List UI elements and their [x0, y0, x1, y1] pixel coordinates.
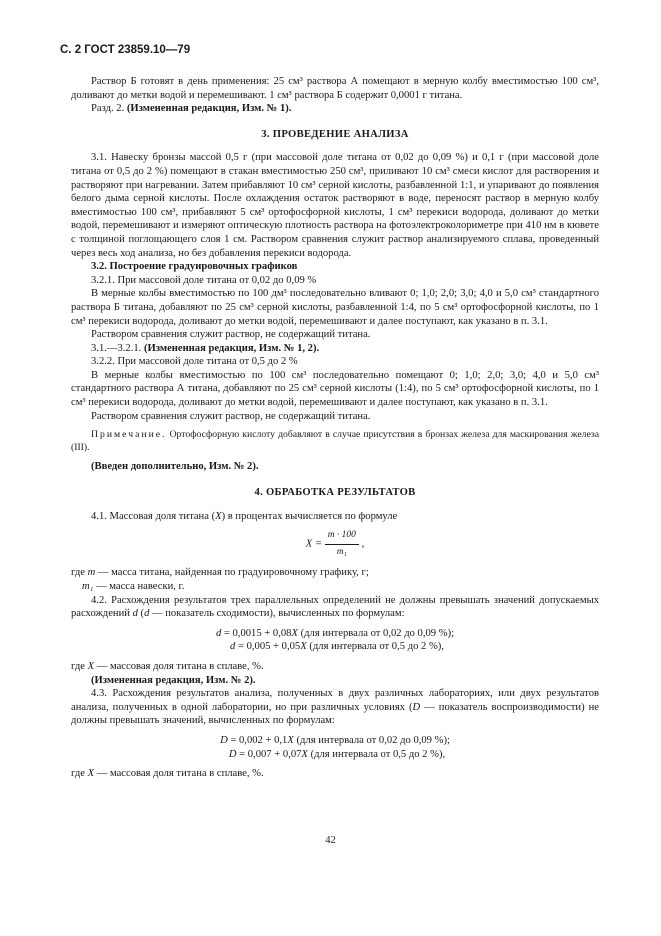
variable-x: X: [291, 627, 298, 639]
variable-d-upper: D: [412, 701, 421, 713]
variable-x: X: [87, 768, 95, 780]
text: 4.3. Расхождения результатов анализа, полученных в двух различных лабораториях, или двух результатов анализа, полученных в одной лаборатории, но при различных условиях (: [71, 688, 599, 713]
variable-d: d: [230, 641, 236, 653]
note: [71, 429, 599, 454]
text: где: [71, 660, 85, 672]
text: (: [140, 608, 145, 620]
text: где: [71, 768, 85, 780]
note-label: Примечание.: [91, 429, 167, 441]
variable-d: d: [132, 608, 138, 620]
variable-x: X: [215, 510, 222, 522]
paragraph-3-2-title: 3.2. Построение градуировочных графиков: [91, 261, 298, 273]
formula-d-2: [71, 640, 599, 654]
text: — показатель воспроизводимости) не должны превышать значений, вычисленных по формулам:: [71, 701, 599, 727]
paragraph-3-2-1-reference: Раствором сравнения служит раствор, не содержащий титана.: [91, 329, 371, 341]
text: — масса навески, г.: [96, 581, 185, 592]
text: 4.2. Расхождения результатов трех параллельных определений не должны превышать значений допускаемых расхождений: [71, 594, 599, 620]
definition-m1: [71, 580, 599, 594]
text: = 0,005 + 0,05: [237, 641, 301, 653]
variable-d-upper: D: [228, 748, 237, 760]
paragraph-4-2-amendment: (Измененная редакция, Изм. № 2).: [91, 674, 256, 686]
paragraph-4-2: [71, 594, 599, 621]
variable-m: m: [87, 567, 96, 579]
amendment-note: (Измененная редакция, Изм. № 1).: [126, 103, 292, 115]
paragraph-3-2-2-title: 3.2.2. При массовой доле титана от 0,5 до 2 %: [91, 356, 298, 368]
definition-x: [71, 660, 599, 674]
text: — массовая доля титана в сплаве, %.: [96, 768, 264, 780]
text: — показатель сходимости), вычисленных по формулам:: [152, 608, 405, 620]
text: = 0,002 + 0,1: [230, 734, 288, 746]
text: = 0,0015 + 0,08: [223, 627, 292, 639]
formula-denominator: m₁: [336, 546, 347, 557]
formula-D-2: [71, 748, 599, 762]
text: (для интервала от 0,02 до 0,09 %);: [300, 627, 455, 639]
document-body: [71, 75, 599, 781]
formulas-d: [71, 627, 599, 654]
paragraph-4-3: [71, 687, 599, 728]
variable-d: d: [215, 627, 222, 639]
paragraph-3-1: 3.1. Навеску бронзы массой 0,5 г (при массовой доле титана от 0,02 до 0,09 %) и 0,1 г (при массовой доле титана от 0,5 до 2 %) помещают в стакан вместимостью 250 см³, приливают 10 см³ смеси кислот для растворения и растворяют при нагревании. Затем прибавляют 10 см³ серной кислоты, разбавленной 1:1, и упаривают до появления белого дыма серной кислоты. После охлаждения остаток растворяют в воде, переносят раствор в мерную колбу вместимостью 100 см³, прибавляют 5 см³ ортофосфорной кислоты, 1 см³ перекиси водорода, доливают до метки водой, перемешивают и измеряют оптическую плотность раствора на фотоэлектроколориметре при 410 нм в кювете с толщиной поглощающего слоя 1 см. Раствором сравнения служит раствор анализируемого сплава, проведенный через весь ход анализа, но без добавления перекиси водорода.: [71, 152, 599, 259]
definition-m: [71, 566, 599, 580]
text: где: [71, 567, 85, 579]
formula-d-1: [71, 627, 599, 641]
text: — массовая доля титана в сплаве, %.: [96, 660, 264, 672]
variable-d-upper: D: [220, 734, 228, 746]
paragraph-3-2-1-title: 3.2.1. При массовой доле титана от 0,02 до 0,09 %: [91, 274, 317, 286]
formulas-D: [71, 734, 599, 761]
formula-fraction: [325, 529, 359, 559]
text: ) в процентах вычисляется по формуле: [221, 510, 398, 522]
intro-paragraph: Раствор Б готовят в день применения: 25 см³ раствора А помещают в мерную колбу вместимостью 100 см³, доливают до метки водой и перемешивают. 1 см³ раствора Б содержит 0,0001 г титана.: [71, 76, 599, 101]
paragraph-4-1: [71, 510, 599, 524]
section-3-heading: 3. ПРОВЕДЕНИЕ АНАЛИЗА: [261, 128, 409, 140]
variable-d: d: [144, 608, 150, 620]
note-text: Ортофосфорную кислоту добавляют в случае присутствия в бронзах железа для маскирования железа (III).: [71, 429, 599, 453]
definition-x-2: [71, 767, 599, 781]
page-number: 42: [325, 835, 336, 846]
formula-lhs: X =: [305, 538, 323, 550]
introduced-amendment: (Введен дополнительно, Изм. № 2).: [91, 461, 259, 473]
text: — масса титана, найденная по градуировочному графику, г;: [97, 567, 369, 579]
formula-tail: ,: [361, 538, 365, 550]
page-header: С. 2 ГОСТ 23859.10—79: [60, 44, 191, 56]
intro-amendment: [71, 102, 599, 116]
text: (для интервала от 0,5 до 2 %),: [309, 641, 444, 653]
paragraph-3-2-2-text: В мерные колбы вместимостью по 100 см³ последовательно помещают 0; 1,0; 2,0; 3,0; 4,0 и 5,0 см³ стандартного раствора А титана, добавляют по 25 см³ серной кислоты (1:4), по 5 см³ ортофосфорной кислоты, по 1 см³ перекиси водорода, доливают до метки водой, перемешивают и далее поступают, как указано в п. 3.1.: [71, 369, 599, 409]
paragraph-3-2-1-text: В мерные колбы вместимостью по 100 дм³ последовательно вливают 0; 1,0; 2,0; 3,0; 4,0 и 5,0 см³ стандартного раствора Б титана, добавляют по 25 см³ серной кислоты, разбавленной 1:4, по 5 см³ ортофосфорной кислоты, по 1 см³ перекиси водорода, доливают до метки водой, перемешивают и далее поступают, как указано в п. 3.1.: [71, 288, 599, 327]
formula-D-1: [71, 734, 599, 748]
variable-x: X: [87, 660, 95, 672]
formula-x: [71, 529, 599, 559]
text: 4.1. Массовая доля титана (: [91, 510, 216, 522]
amendment-ref: Разд. 2.: [91, 103, 125, 115]
amendment-note: (Измененная редакция, Изм. № 1, 2).: [143, 342, 320, 354]
variable-m1: m₁: [82, 581, 94, 592]
variable-x: X: [300, 641, 307, 653]
formula-numerator: m · 100: [325, 529, 359, 545]
paragraph-3-2-2-reference: Раствором сравнения служит раствор, не содержащий титана.: [91, 410, 371, 422]
variable-x: X: [287, 734, 294, 746]
text: (для интервала от 0,02 до 0,09 %);: [296, 734, 450, 746]
variable-x: X: [301, 748, 308, 760]
text: (для интервала от 0,5 до 2 %),: [310, 748, 446, 760]
paragraph-3-2-1-amendment: [71, 342, 599, 356]
section-4-heading: 4. ОБРАБОТКА РЕЗУЛЬТАТОВ: [254, 487, 416, 499]
text: = 0,007 + 0,07: [239, 748, 302, 760]
amendment-ref: 3.1.—3.2.1.: [91, 342, 142, 354]
